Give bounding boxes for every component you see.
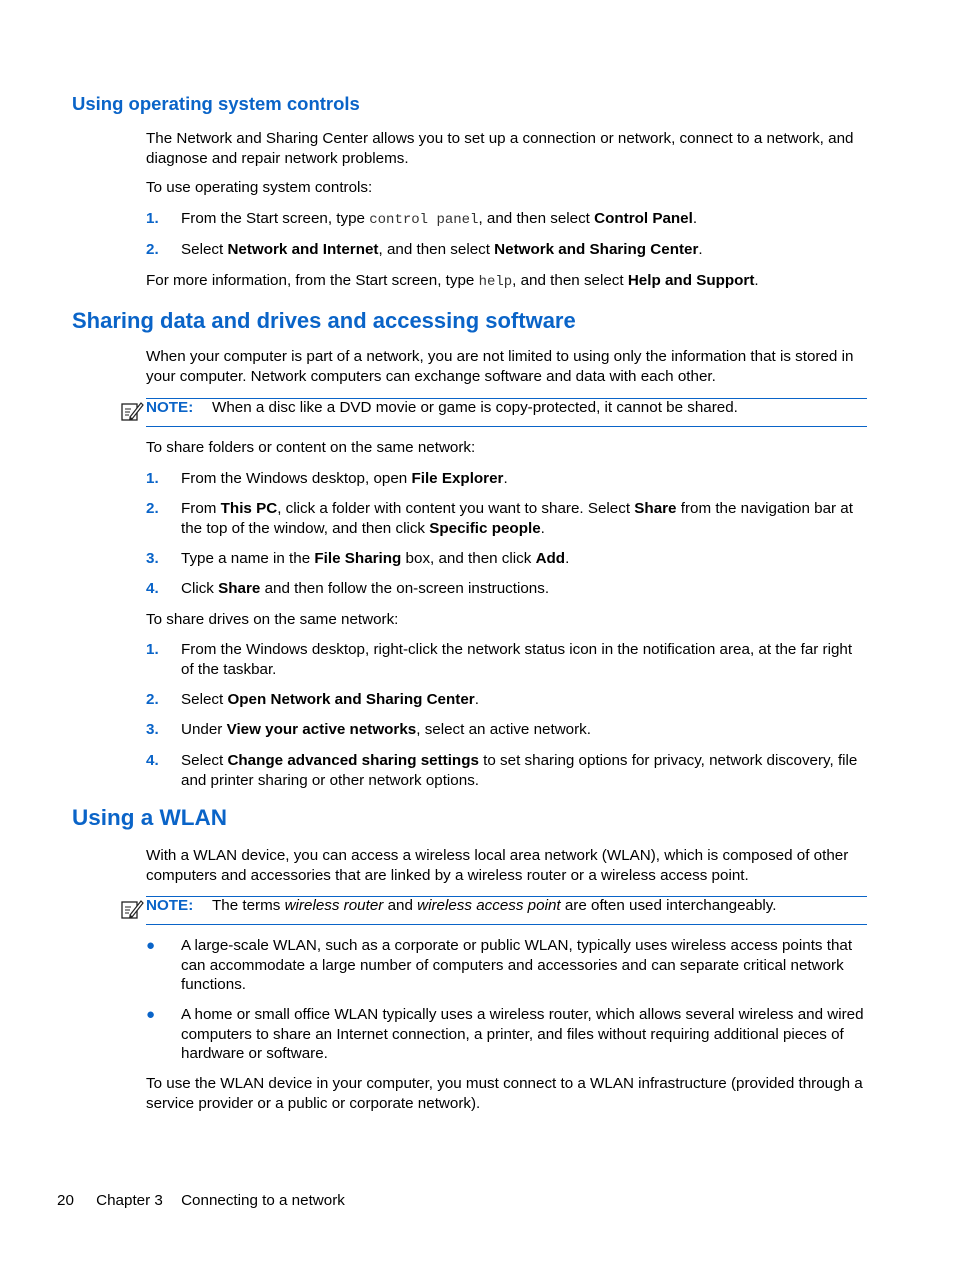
page-number: 20 [57,1192,74,1209]
share-folders-lead: To share folders or content on the same network: [146,439,476,456]
bullet-icon: ● [146,1006,156,1023]
share-drives-lead: To share drives on the same network: [146,611,399,628]
note-label: NOTE: [146,897,194,914]
os-controls-intro: The Network and Sharing Center allows you to set up a connection or network, connect to a network, and diagnose and repair network problems. [146,130,854,167]
footer-chapter: Chapter 3 [96,1192,163,1209]
heading-sharing: Sharing data and drives and accessing software [72,308,576,333]
note-box [120,398,867,427]
sharing-intro: When your computer is part of a network, you are not limited to using only the information that is stored in your computer. Network computers can exchange software and data with each other. [146,348,854,385]
page-footer [57,1191,345,1211]
note-box [120,896,867,925]
note-text: When a disc like a DVD movie or game is copy-protected, it cannot be shared. [212,399,738,416]
wlan-intro: With a WLAN device, you can access a wireless local area network (WLAN), which is composed of other computers and accessories that are linked by a wireless router or a wireless access point. [146,847,849,884]
note-text: The terms wireless router and wireless access point are often used interchangeably. [212,897,777,914]
bullet-icon: ● [146,937,156,954]
footer-title: Connecting to a network [181,1192,345,1209]
wlan-closing: To use the WLAN device in your computer, you must connect to a WLAN infrastructure (provided through a service provider or a public or corporate network). [146,1075,863,1112]
os-controls-lead: To use operating system controls: [146,179,373,196]
note-pencil-icon [120,399,144,423]
heading-wlan: Using a WLAN [72,805,227,830]
os-controls-more-info: For more information, from the Start screen, type help, and then select Help and Support. [146,272,759,290]
heading-os-controls: Using operating system controls [72,93,360,114]
note-pencil-icon [120,897,144,921]
note-label: NOTE: [146,399,194,416]
